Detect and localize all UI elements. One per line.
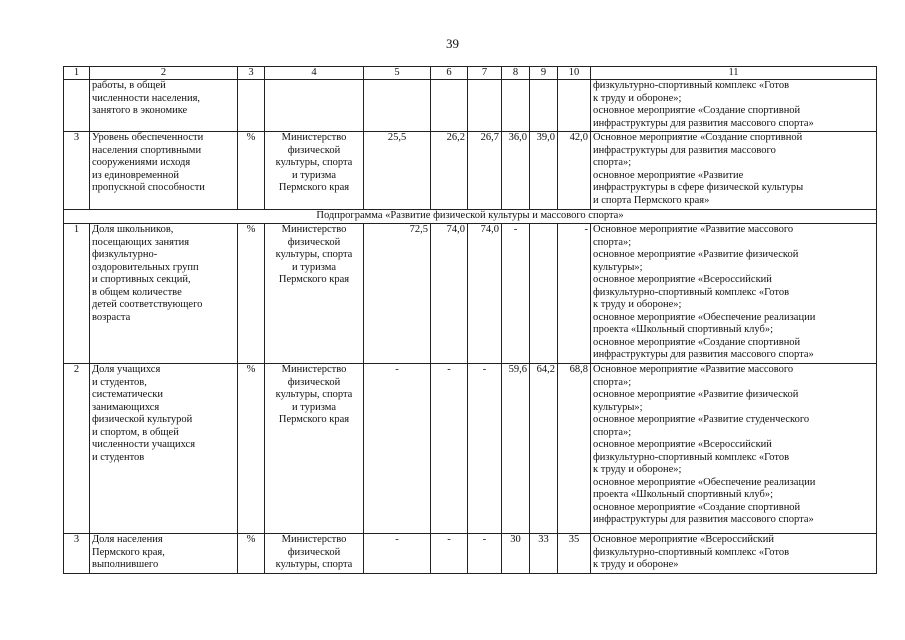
header-cell: 5 bbox=[364, 67, 431, 80]
measures-cell: Основное мероприятие «Создание спортивной инфраструктуры для развития массового спорта»; основное мероприятие «Развитие инфраструктуры в сфере физической культуры и спорта Пермского края» bbox=[591, 132, 877, 210]
header-cell: 7 bbox=[468, 67, 502, 80]
value-cell: 33 bbox=[530, 534, 558, 574]
table-row bbox=[64, 132, 877, 210]
value-cell: 74,0 bbox=[468, 224, 502, 364]
table-row bbox=[64, 534, 877, 574]
header-cell: 3 bbox=[238, 67, 265, 80]
unit-cell: % bbox=[238, 534, 265, 574]
value-cell: - bbox=[364, 534, 431, 574]
header-row bbox=[64, 67, 877, 80]
value-cell: 39,0 bbox=[530, 132, 558, 210]
indicator-cell: работы, в общей численности населения, занятого в экономике bbox=[90, 80, 238, 132]
indicators-table bbox=[63, 66, 877, 574]
value-cell: - bbox=[431, 534, 468, 574]
measures-cell: Основное мероприятие «Развитие массового спорта»; основное мероприятие «Развитие физической культуры»; основное мероприятие «Развитие студенческого спорта»; основное мероприятие «Всероссийский физкультурно-спортивный комплекс «Готов к труду и обороне»; основное мероприятие «Обеспечение реализации проекта «Школьный спортивный клуб»; основное мероприятие «Создание спортивной инфраструктуры для развития массового спорта» bbox=[591, 364, 877, 534]
row-number: 1 bbox=[64, 224, 90, 364]
header-cell: 4 bbox=[265, 67, 364, 80]
table-row bbox=[64, 364, 877, 534]
value-cell: 74,0 bbox=[431, 224, 468, 364]
unit-cell: % bbox=[238, 364, 265, 534]
header-cell: 11 bbox=[591, 67, 877, 80]
header-cell: 9 bbox=[530, 67, 558, 80]
value-cell: 25,5 bbox=[364, 132, 431, 210]
value-cell: 30 bbox=[502, 534, 530, 574]
value-cell: 35 bbox=[558, 534, 591, 574]
page-number: 39 bbox=[446, 36, 459, 51]
value-cell: - bbox=[468, 364, 502, 534]
value-cell: 26,7 bbox=[468, 132, 502, 210]
table-row bbox=[64, 80, 877, 132]
value-cell: 36,0 bbox=[502, 132, 530, 210]
value-cell: - bbox=[364, 364, 431, 534]
measures-cell: Основное мероприятие «Развитие массового спорта»; основное мероприятие «Развитие физической культуры»; основное мероприятие «Всероссийский физкультурно-спортивный комплекс «Готов к труду и обороне»; основное мероприятие «Обеспечение реализации проекта «Школьный спортивный клуб»; основное мероприятие «Создание спортивной инфраструктуры для развития массового спорта» bbox=[591, 224, 877, 364]
header-cell: 8 bbox=[502, 67, 530, 80]
indicator-cell: Уровень обеспеченности населения спортивными сооружениями исходя из единовременной пропускной способности bbox=[90, 132, 238, 210]
header-cell: 10 bbox=[558, 67, 591, 80]
measures-cell: физкультурно-спортивный комплекс «Готов к труду и обороне»; основное мероприятие «Создание спортивной инфраструктуры для развития массового спорта» bbox=[591, 80, 877, 132]
value-cell: - bbox=[502, 224, 530, 364]
subprogram-row bbox=[64, 210, 877, 224]
value-cell: 59,6 bbox=[502, 364, 530, 534]
subprogram-title: Подпрограмма «Развитие физической культуры и массового спорта» bbox=[64, 210, 877, 224]
header-cell: 1 bbox=[64, 67, 90, 80]
executor-cell: Министерство физической культуры, спорта и туризма Пермского края bbox=[265, 364, 364, 534]
value-cell: 42,0 bbox=[558, 132, 591, 210]
value-cell: 72,5 bbox=[364, 224, 431, 364]
header-cell: 2 bbox=[90, 67, 238, 80]
row-number: 2 bbox=[64, 364, 90, 534]
unit-cell: % bbox=[238, 224, 265, 364]
unit-cell: % bbox=[238, 132, 265, 210]
indicator-cell: Доля школьников, посещающих занятия физкультурно- оздоровительных групп и спортивных секций, в общем количестве детей соответствующего возраста bbox=[90, 224, 238, 364]
row-number: 3 bbox=[64, 132, 90, 210]
header-cell: 6 bbox=[431, 67, 468, 80]
value-cell: 26,2 bbox=[431, 132, 468, 210]
row-number: 3 bbox=[64, 534, 90, 574]
measures-cell: Основное мероприятие «Всероссийский физкультурно-спортивный комплекс «Готов к труду и обороне» bbox=[591, 534, 877, 574]
table-row bbox=[64, 224, 877, 364]
executor-cell: Министерство физической культуры, спорта и туризма Пермского края bbox=[265, 132, 364, 210]
indicator-cell: Доля учащихся и студентов, систематически занимающихся физической культурой и спортом, в общей численности учащихся и студентов bbox=[90, 364, 238, 534]
executor-cell: Министерство физической культуры, спорта и туризма Пермского края bbox=[265, 224, 364, 364]
value-cell: - bbox=[431, 364, 468, 534]
value-cell: 64,2 bbox=[530, 364, 558, 534]
value-cell: 68,8 bbox=[558, 364, 591, 534]
executor-cell: Министерство физической культуры, спорта bbox=[265, 534, 364, 574]
value-cell bbox=[530, 224, 558, 364]
value-cell: - bbox=[558, 224, 591, 364]
value-cell: - bbox=[468, 534, 502, 574]
indicator-cell: Доля населения Пермского края, выполнившего bbox=[90, 534, 238, 574]
